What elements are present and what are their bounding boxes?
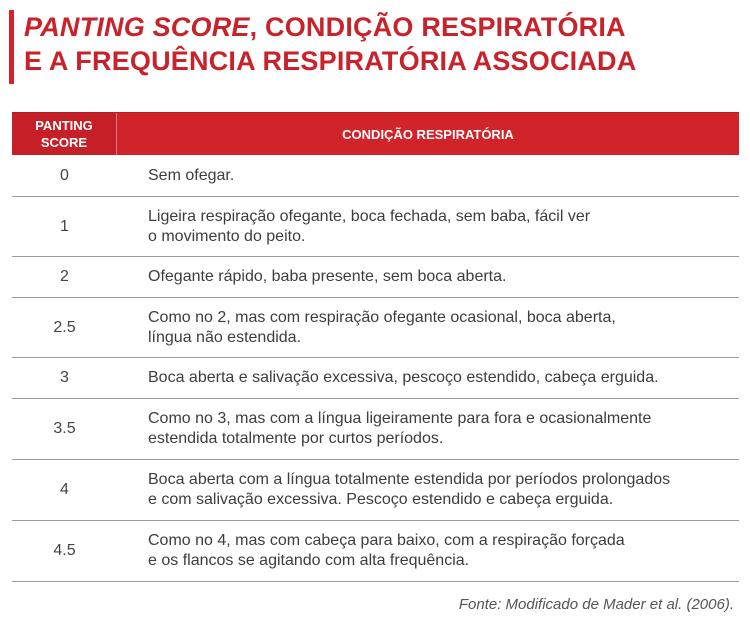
table-row (12, 358, 739, 399)
row-condition-line: e com salivação excessiva. Pescoço estendido e cabeça erguida. (148, 491, 614, 508)
row-condition-line: Boca aberta e salivação excessiva, pescoço estendido, cabeça erguida. (148, 369, 659, 386)
row-condition-line: e os flancos se agitando com alta frequência. (148, 552, 470, 569)
row-score: 4.5 (53, 542, 76, 559)
table-row (12, 155, 739, 197)
table-row (12, 257, 739, 298)
row-condition (117, 166, 739, 186)
row-condition-line: língua não estendida. (148, 328, 302, 346)
row-condition (117, 267, 739, 287)
source-caption: Fonte: Modificado de Mader et al. (2006). (458, 596, 734, 613)
header-score (12, 113, 117, 155)
row-condition-line: Como no 2, mas com respiração ofegante ocasional, boca aberta, (148, 308, 616, 326)
row-score: 0 (60, 166, 69, 184)
table-row (12, 298, 739, 358)
row-condition-line: Como no 3, mas com a língua ligeiramente para fora e ocasionalmente (148, 410, 652, 427)
row-condition-line: Boca aberta com a língua totalmente estendida por períodos prolongados (148, 471, 671, 488)
row-condition (117, 308, 739, 348)
row-condition-line: estendida totalmente por curtos períodos. (148, 430, 444, 447)
row-condition (117, 531, 739, 571)
table-row (12, 521, 739, 582)
row-condition-line: Sem ofegar. (148, 166, 235, 184)
title-italic: PANTING SCORE (24, 12, 250, 42)
row-score: 3 (60, 369, 69, 386)
row-condition (117, 368, 739, 388)
row-score: 3.5 (53, 420, 76, 437)
row-condition-line: o movimento do peito. (148, 227, 306, 245)
table-row (12, 399, 739, 460)
header-score-line-2: SCORE (40, 135, 88, 150)
row-condition (117, 207, 739, 247)
row-score: 1 (60, 217, 69, 235)
title-line-2: E A FREQUÊNCIA RESPIRATÓRIA ASSOCIADA (24, 46, 637, 76)
row-condition-line: Ligeira respiração ofegante, boca fechada, sem baba, fácil ver (148, 207, 591, 225)
row-condition-line: Ofegante rápido, baba presente, sem boca aberta. (148, 268, 507, 285)
title-line-1-rest: , CONDIÇÃO RESPIRATÓRIA (249, 12, 626, 42)
row-condition (117, 470, 739, 510)
header-score-line-1: PANTING (35, 118, 93, 133)
title-line-1 (24, 10, 636, 44)
title-block (9, 10, 636, 84)
row-condition (117, 409, 739, 449)
row-score: 4 (60, 481, 69, 498)
row-condition-line: Como no 4, mas com cabeça para baixo, com a respiração forçada (148, 532, 625, 549)
row-score: 2 (60, 268, 69, 285)
table-row (12, 197, 739, 257)
panting-score-table (12, 112, 739, 582)
table-header (12, 112, 739, 155)
table-row (12, 460, 739, 521)
header-condition: CONDIÇÃO RESPIRATÓRIA (342, 126, 514, 142)
row-score: 2.5 (53, 318, 76, 336)
